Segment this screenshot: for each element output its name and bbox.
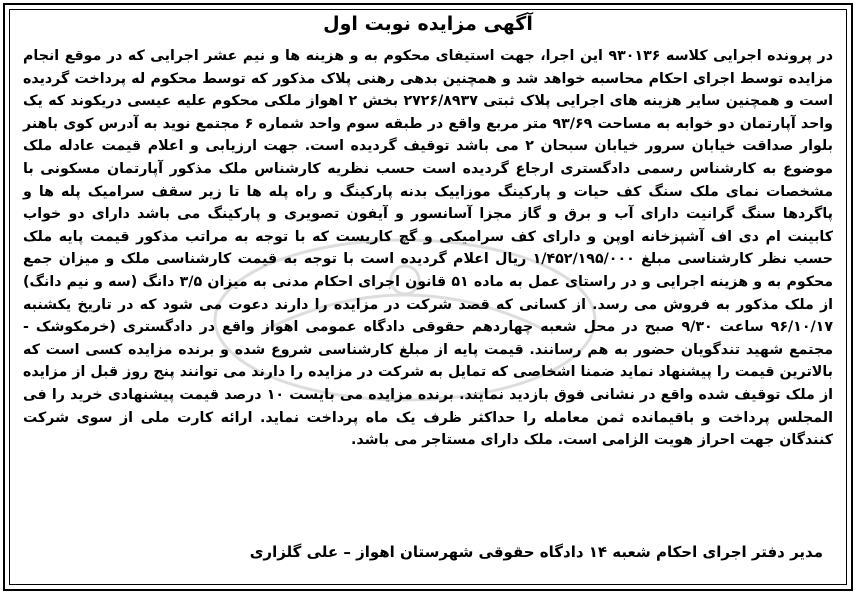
notice-title: آگهی مزایده نوبت اول bbox=[323, 13, 533, 35]
notice-frame bbox=[3, 3, 853, 591]
notice-signature: مدیر دفتر اجرای احکام شعبه ۱۴ دادگاه حقوقی شهرستان اهواز – علی گلزاری bbox=[249, 543, 823, 561]
notice-body: در پرونده اجرایی کلاسه ۹۳۰۱۳۶ این اجرا، جهت استیفای محکوم به و هزینه ها و نیم عشر اجرایی که در موقع انجام مزایده توسط اجرای احکام محاسبه خواهد شد و همچنین بدهی رهنی پلاک مذکور که توسط محکوم له پرداخت گردیده است و همچنین سایر هزینه های اجرایی پلاک ثبتی ۲۷۲۶/۸۹۳۷ بخش ۲ اهواز ملکی محکوم علیه عیسی دریکوند که یک واحد آپارتمان دو خوابه به مساحت ۹۳/۶۹ متر مربع واقع در طبقه سوم واحد شماره ۶ مجتمع نوید به آدرس کوی باهنر بلوار صداقت خیابان سرور خیابان سبحان ۲ می باشد توقیف گردیده است. جهت ارزیابی و اعلام قیمت عادله ملک موضوع به کارشناس رسمی دادگستری ارجاع گردیده است حسب نظریه کارشناس ملک مذکور آپارتمان مسکونی با مشخصات نمای ملک سنگ کف حیات و پارکینگ موزاییک بدنه پارکینگ و راه پله ها تا زیر سقف سرامیک پله ها و پاگردها سنگ گرانیت دارای آب و برق و گاز مجزا آسانسور و آیفون تصویری و پارکینگ می باشد دارای دو خواب کابینت ام دی اف آشپزخانه اوپن و دارای کف سرامیکی و گچ کاریست که با توجه به مراتب مذکور قیمت پایه ملک حسب نظر کارشناسی مبلغ ۱/۴۵۲/۱۹۵/۰۰۰ ریال اعلام گردیده است با توجه به قیمت کارشناسی ملک و میزان جمع محکوم به و هزینه اجرایی و در راستای عمل به ماده ۵۱ قانون اجرای احکام مدنی به میزان ۳/۵ دانگ (سه و نیم دانگ) از ملک مذکور به فروش می رسد. از کسانی که قصد شرکت در مزایده را دارند دعوت می شود که در تاریخ یکشنبه ۹۶/۱۰/۱۷ ساعت ۹/۳۰ صبح در محل شعبه چهاردهم حقوقی دادگاه عمومی اهواز واقع در دادگستری (خرمکوشک - مجتمع شهید تندگویان حضور به هم رسانند. قیمت پایه از مبلغ کارشناسی شروع شده و برنده مزایده کسی است که بالاترین قیمت را پیشنهاد نماید ضمنا اشخاصی که تمایل به شرکت در مزایده را دارند می توانند پنج روز قبل از مزایده از ملک توقیف شده واقع در نشانی فوق بازدید نمایند. برنده مزایده می بایست ۱۰ درصد قیمت پیشنهادی خرید را فی المجلس پرداخت و باقیمانده ثمن معامله را حداکثر ظرف یک ماه پرداخت نماید. ارائه کارت ملی از سوی شرکت کنندگان جهت احراز هویت الزامی است. ملک دارای مستاجر می باشد. bbox=[23, 48, 834, 449]
